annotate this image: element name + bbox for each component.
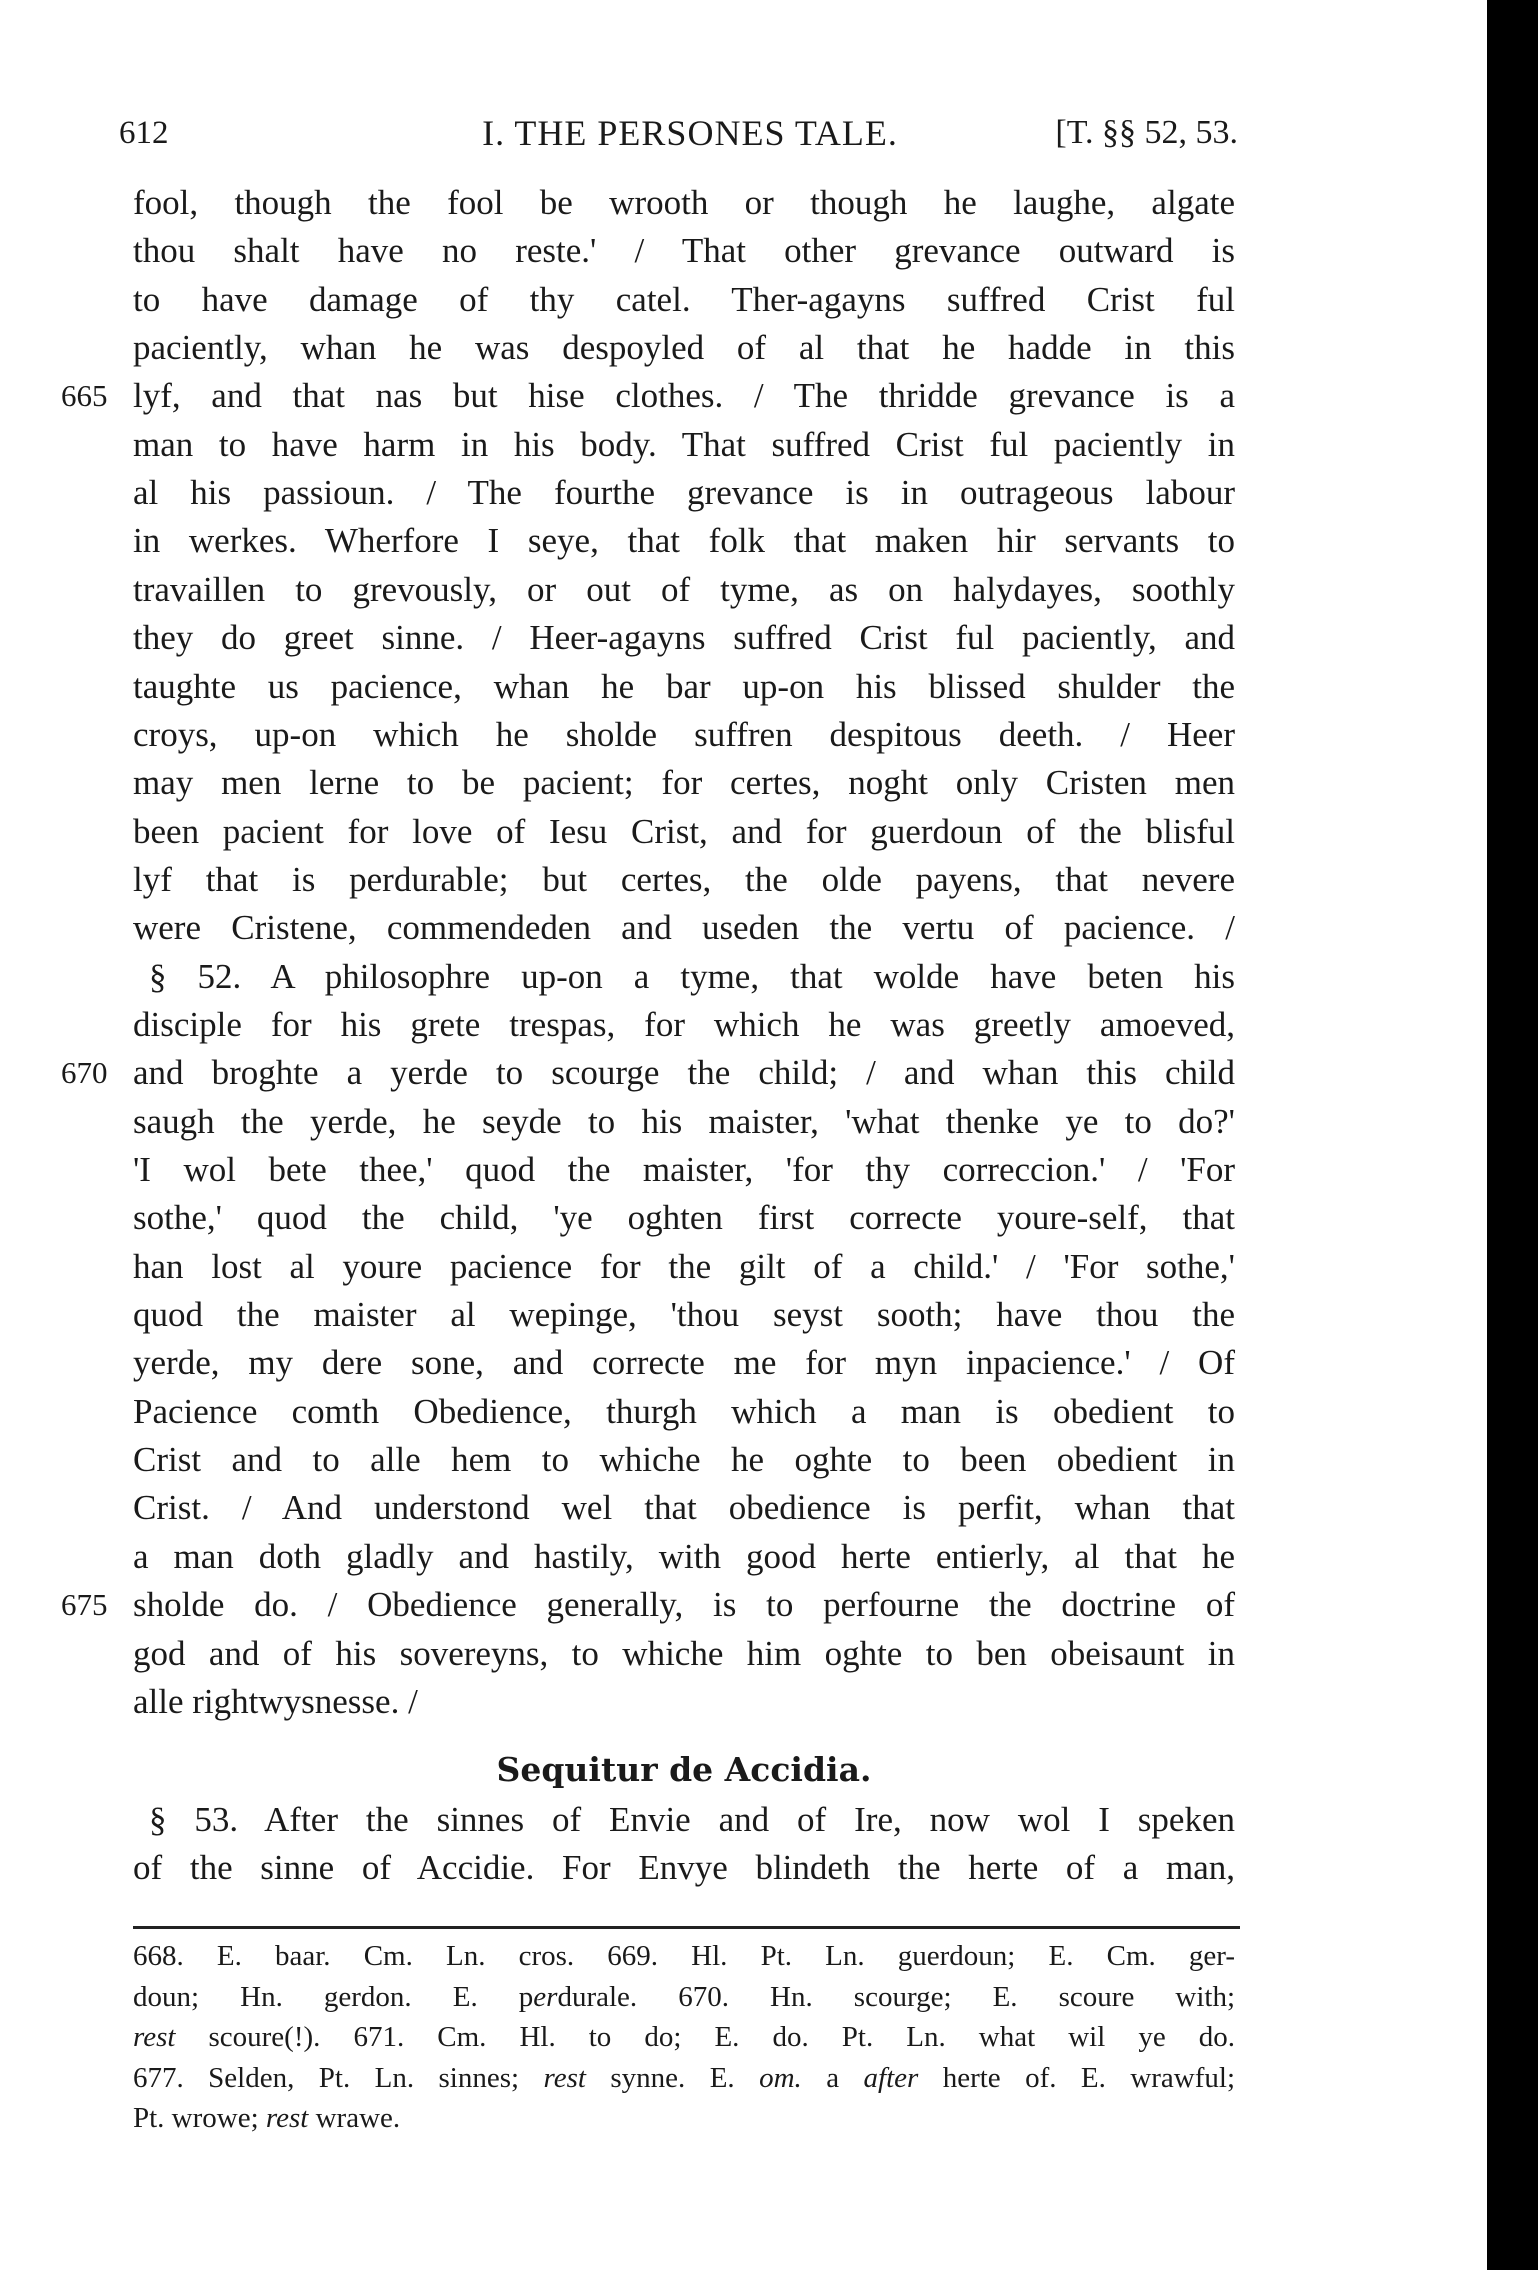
text-line <box>61 1049 1235 1097</box>
line-text: taughte us pacience, whan he bar up-on his blissed shulder the <box>133 666 1235 706</box>
line-text: Pacience comth Obedience, thurgh which a man is obedient to <box>133 1391 1235 1431</box>
line-text: lyf, and that nas but hise clothes. / The thridde grevance is a <box>133 376 1235 416</box>
footnote-line <box>133 1977 1235 2017</box>
footnote-text: doun; Hn. gerdon. E. p <box>133 1980 534 2013</box>
text-line <box>133 904 1235 952</box>
footnote-italic-text: rest <box>265 2102 309 2135</box>
footnote-text: Pt. wrowe; <box>133 2102 266 2135</box>
line-text: Crist. / And understond wel that obedience is perfit, whan that <box>133 1488 1235 1528</box>
footnote-text: 668. E. baar. Cm. Ln. cros. 669. Hl. Pt. Ln. guerdoun; E. Cm. ger- <box>133 1940 1235 1972</box>
line-number: 665 <box>61 378 108 414</box>
section-reference: [T. §§ 52, 53. <box>1055 114 1238 151</box>
line-text: paciently, whan he was despoyled of al that he hadde in this <box>133 328 1235 368</box>
text-line <box>133 469 1235 517</box>
line-text: lyf that is perdurable; but certes, the olde payens, that nevere <box>133 859 1235 899</box>
footnote-line <box>133 2098 1235 2138</box>
line-text: a man doth gladly and hastily, with good herte entierly, al that he <box>133 1536 1235 1576</box>
line-text: of the sinne of Accidie. For Envye blindeth the herte of a man, <box>133 1848 1235 1888</box>
line-text: god and of his sovereyns, to whiche him oghte to ben obeisaunt in <box>133 1633 1235 1673</box>
line-text: fool, though the fool be wrooth or though he laughe, algate <box>133 183 1235 222</box>
text-line <box>133 1098 1235 1146</box>
text-line <box>133 1844 1235 1892</box>
line-text: Crist and to alle hem to whiche he oghte to been obedient in <box>133 1440 1235 1480</box>
line-text: disciple for his grete trespas, for which he was greetly amoeved, <box>133 1004 1235 1044</box>
text-line <box>133 1339 1235 1387</box>
text-line <box>133 517 1235 565</box>
line-text: han lost al youre pacience for the gilt of a child.' / 'For sothe,' <box>133 1246 1235 1286</box>
text-line <box>133 1484 1235 1532</box>
line-text: and broghte a yerde to scourge the child; / and whan this child <box>133 1053 1235 1093</box>
text-line <box>133 711 1235 759</box>
text-line <box>133 1146 1235 1194</box>
text-line <box>133 324 1235 372</box>
line-text: may men lerne to be pacient; for certes, noght only Cristen men <box>133 763 1235 803</box>
line-text: thou shalt have no reste.' / That other grevance outward is <box>133 231 1235 271</box>
line-text: travaillen to grevously, or out of tyme, as on halydayes, soothly <box>133 569 1235 609</box>
text-line <box>133 276 1235 324</box>
footnote-line <box>133 2058 1235 2098</box>
footnote-rule <box>133 1926 1240 1929</box>
text-line <box>133 421 1235 469</box>
line-text: croys, up-on which he sholde suffren despitous deeth. / Heer <box>133 714 1235 754</box>
running-title: I. THE PERSONES TALE. <box>482 113 898 153</box>
footnote-italic-text: om. <box>759 2061 802 2094</box>
footnote-text: herte of. E. wrawful; <box>918 2061 1236 2094</box>
text-line <box>133 1678 1235 1726</box>
line-text: to have damage of thy catel. Ther-agayns suffred Crist ful <box>133 279 1235 319</box>
line-number: 675 <box>61 1587 108 1623</box>
text-line <box>133 1388 1235 1436</box>
scan-edge-shadow <box>1487 0 1538 2270</box>
line-text: in werkes. Wherfore I seye, that folk that maken hir servants to <box>133 521 1235 561</box>
text-line <box>133 1630 1235 1678</box>
line-text: yerde, my dere sone, and correcte me for myn inpacience.' / Of <box>133 1343 1235 1383</box>
footnote-line <box>133 2017 1235 2057</box>
footnote-text: durale. 670. Hn. scourge; E. scoure with; <box>557 1980 1235 2013</box>
line-text: § 53. After the sinnes of Envie and of Ire, now wol I speken <box>149 1800 1235 1839</box>
footnote-text: wrawe. <box>308 2102 401 2135</box>
footnote-italic-text: er <box>533 1980 558 2013</box>
text-line <box>133 1436 1235 1484</box>
line-text: been pacient for love of Iesu Crist, and for guerdoun of the blisful <box>133 811 1235 851</box>
footnote-line <box>133 1936 1235 1976</box>
text-line <box>133 953 1235 1001</box>
line-text: quod the maister al wepinge, 'thou seyst sooth; have thou the <box>133 1295 1235 1335</box>
line-text: sholde do. / Obedience generally, is to perfourne the doctrine of <box>133 1585 1235 1625</box>
line-text: sothe,' quod the child, 'ye oghten first correcte youre-self, that <box>133 1198 1235 1238</box>
footnote-text: synne. E. <box>585 2061 760 2094</box>
line-text: alle rightwysnesse. / <box>133 1681 418 1721</box>
page-number: 612 <box>119 115 169 151</box>
text-line <box>133 1243 1235 1291</box>
line-number: 670 <box>61 1055 108 1091</box>
text-line <box>133 1533 1235 1581</box>
footnote-italic-text: rest <box>543 2061 586 2094</box>
text-line <box>133 179 1235 227</box>
text-line <box>133 566 1235 614</box>
footnote-text: scoure(!). 671. Cm. Hl. to do; E. do. Pt. Ln. what wil ye do. <box>175 2021 1235 2054</box>
text-line <box>61 1581 1235 1629</box>
text-line <box>133 1001 1235 1049</box>
text-line <box>133 1194 1235 1242</box>
text-line <box>133 227 1235 275</box>
line-text: they do greet sinne. / Heer-agayns suffred Crist ful paciently, and <box>133 618 1235 658</box>
text-line <box>133 759 1235 807</box>
line-text: man to have harm in his body. That suffred Crist ful paciently in <box>133 424 1235 464</box>
section-heading: Sequitur de Accidia. <box>496 1750 872 1789</box>
text-line <box>133 856 1235 904</box>
footnote-text: a <box>801 2061 864 2094</box>
line-text: 'I wol bete thee,' quod the maister, 'for thy correccion.' / 'For <box>133 1150 1235 1189</box>
text-line <box>133 1796 1235 1844</box>
text-line <box>61 372 1235 420</box>
footnote-italic-text: rest <box>133 2021 176 2054</box>
text-line <box>133 614 1235 662</box>
footnote-italic-text: after <box>863 2061 919 2094</box>
text-line <box>133 663 1235 711</box>
footnote-text: 677. Selden, Pt. Ln. sinnes; <box>133 2061 544 2094</box>
text-line <box>133 1291 1235 1339</box>
text-line <box>133 808 1235 856</box>
line-text: saugh the yerde, he seyde to his maister, 'what thenke ye to do?' <box>133 1101 1235 1141</box>
line-text: al his passioun. / The fourthe grevance is in outrageous labour <box>133 473 1235 513</box>
line-text: § 52. A philosophre up-on a tyme, that wolde have beten his <box>149 956 1235 996</box>
line-text: were Cristene, commendeden and useden the vertu of pacience. / <box>133 908 1235 948</box>
